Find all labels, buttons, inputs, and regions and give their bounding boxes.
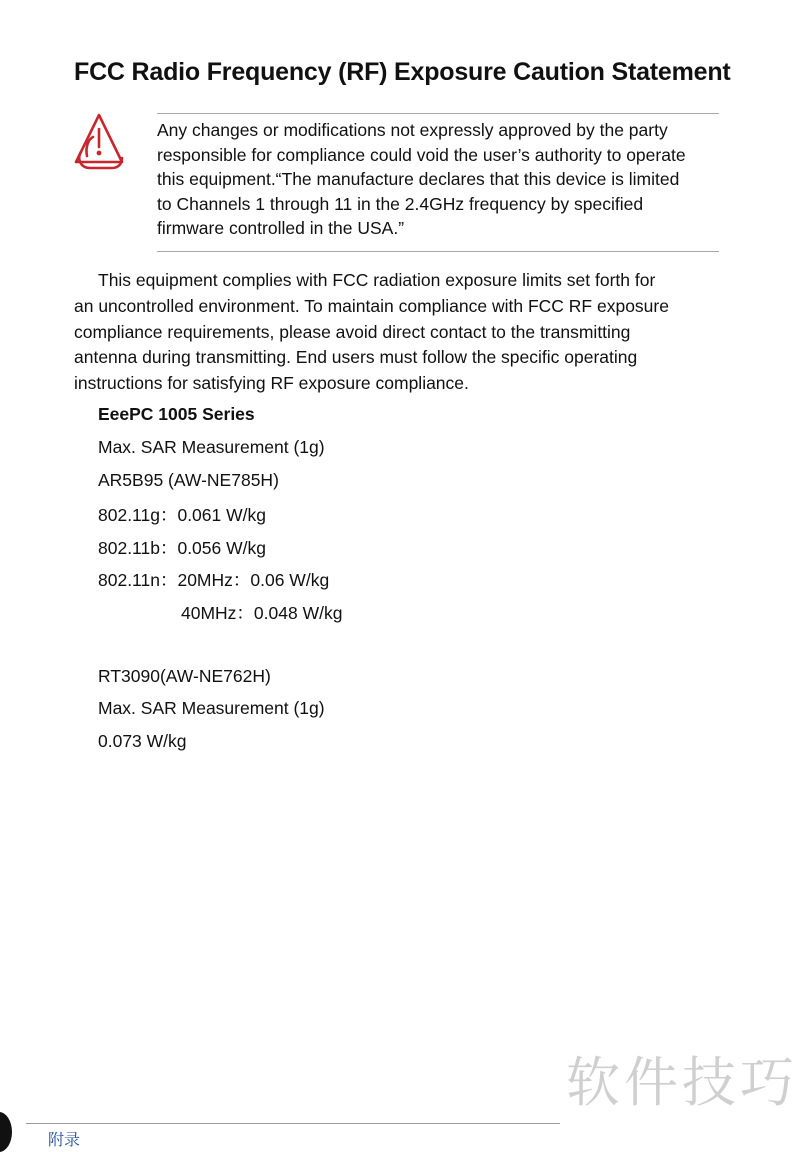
warning-hand-icon	[72, 112, 126, 172]
paragraph-line: instructions for satisfying RF exposure compliance.	[74, 373, 469, 394]
module-name: AR5B95 (AW-NE785H)	[98, 470, 279, 490]
paragraph-line: compliance requirements, please avoid direct contact to the transmitting	[74, 321, 631, 342]
caution-line: responsible for compliance could void the user’s authority to operate	[157, 144, 686, 165]
sar-value-80211g: 802.11g：0.061 W/kg	[98, 505, 266, 525]
sar-value: 0.073 W/kg	[98, 731, 187, 751]
sar-label: Max. SAR Measurement (1g)	[98, 698, 325, 718]
footer-divider	[26, 1123, 560, 1124]
footer-section-label: 附录	[48, 1130, 81, 1149]
sar-label: Max. SAR Measurement (1g)	[98, 437, 325, 457]
caution-line: firmware controlled in the USA.”	[157, 218, 405, 238]
sar-value-80211n-20mhz: 802.11n：20MHz：0.06 W/kg	[98, 570, 330, 590]
caution-top-divider	[157, 113, 719, 114]
caution-statement	[157, 118, 727, 241]
caution-bottom-divider	[157, 251, 719, 252]
caution-line: to Channels 1 through 11 in the 2.4GHz frequency by specified	[157, 193, 644, 214]
paragraph-line: antenna during transmitting. End users must follow the specific operating	[74, 347, 638, 368]
page-title: FCC Radio Frequency (RF) Exposure Caution Statement	[74, 58, 731, 86]
paragraph-line: an uncontrolled environment. To maintain compliance with FCC RF exposure	[74, 295, 669, 316]
page-tab-marker	[0, 1112, 12, 1152]
sar-value-80211b: 802.11b：0.056 W/kg	[98, 538, 266, 558]
watermark: 软件技巧	[566, 1051, 798, 1114]
sar-value-80211n-40mhz: 40MHz：0.048 W/kg	[181, 603, 343, 623]
caution-line: this equipment.“The manufacture declares that this device is limited	[157, 169, 680, 189]
caution-line: Any changes or modifications not expressly approved by the party	[157, 120, 668, 140]
series-heading: EeePC 1005 Series	[98, 404, 255, 424]
paragraph-line: This equipment complies with FCC radiation exposure limits set forth for	[98, 270, 656, 290]
module-name: RT3090(AW-NE762H)	[98, 666, 271, 686]
compliance-paragraph	[74, 268, 734, 397]
